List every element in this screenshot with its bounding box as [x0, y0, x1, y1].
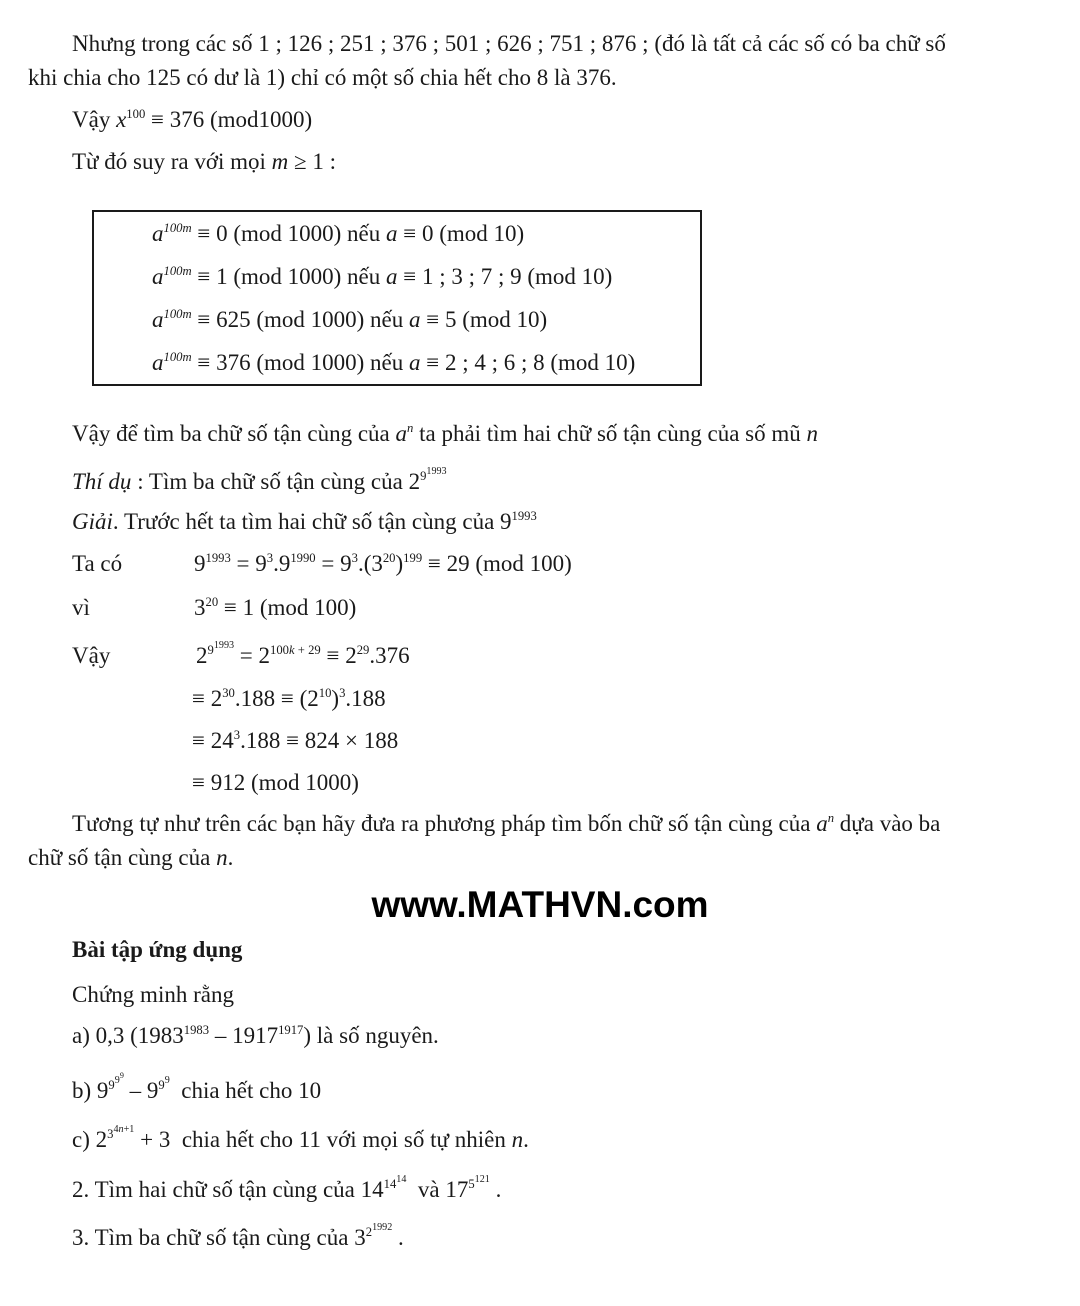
exercises-title: Bài tập ứng dụng	[72, 937, 243, 962]
box-formula-2: $a^{100m} \equiv 1$ (mod 1000) nếu a ≡ 1 ; 3 ; 7 ; 9 (mod 10)	[152, 264, 613, 289]
exercise-b: b) $9^{9^{9^9}} - 9^{9^9}$ chia hết cho 10	[72, 1071, 322, 1103]
intro-line-1: Nhưng trong các số 1 ; 126 ; 251 ; 376 ; 501 ; 626 ; 751 ; 876 ; (đó là tất cả các số có ba chữ số	[72, 31, 946, 56]
exercise-c: c) $2^{3^{4n+1}} + 3$ chia hết cho 11 với mọi số tự nhiên n.	[72, 1124, 529, 1152]
solution-line: Giải. Trước hết ta tìm hai chữ số tận cùng của $9^{1993}$	[72, 509, 537, 534]
example-line: Thí dụ : Tìm ba chữ số tận cùng của $2^{9^{1993}}$	[72, 466, 447, 494]
step-label-vi: vì	[72, 595, 90, 620]
step-formula-line-3: ≡ $24^3.188 \equiv 824 \times 188$	[192, 728, 399, 753]
exercise-3: 3. Tìm ba chữ số tận cùng của $3^{2^{1992}}$ .	[72, 1222, 404, 1250]
step-formula-line-2: ≡ $2^{30}.188 \equiv (2^{10})^3.188$	[192, 686, 386, 711]
intro-line-2: khi chia cho 125 có dư là 1) chỉ có một số chia hết cho 8 là 376.	[28, 65, 617, 90]
step-formula-line-4: ≡ 912 (mod 1000)	[192, 770, 359, 795]
step-formula-vi: $3^{20} \equiv 1$ (mod 100)	[194, 595, 357, 620]
exercises-prove: Chứng minh rằng	[72, 982, 234, 1007]
step-label-taco: Ta có	[72, 551, 123, 576]
tu-do-line: Từ đó suy ra với mọi m ≥ 1 :	[72, 149, 337, 174]
box-formula-4: $a^{100m} \equiv 376$ (mod 1000) nếu a ≡ 2 ; 4 ; 6 ; 8 (mod 10)	[152, 350, 636, 375]
conclusion-line: Vậy để tìm ba chữ số tận cùng của $a^n$ ta phải tìm hai chữ số tận cùng của số mũ n	[72, 421, 818, 446]
step-label-vay: Vậy	[72, 643, 111, 668]
exercise-2: 2. Tìm hai chữ số tận cùng của $14^{14^{14}}$ và $17^{5^{121}}$ .	[72, 1174, 502, 1202]
step-formula-taco: $9^{1993} = 9^3.9^{1990} = 9^3.(3^{20})^{199} \equiv 29$ (mod 100)	[194, 551, 572, 576]
watermark: www.MATHVN.com	[371, 884, 709, 925]
box-formula-1: $a^{100m} \equiv 0$ (mod 1000) nếu a ≡ 0 (mod 10)	[152, 221, 525, 246]
exercise-a: a) 0,3 $(1983^{1983} - 1917^{1917})$ là số nguyên.	[72, 1023, 439, 1048]
box-formula-3: $a^{100m} \equiv 625$ (mod 1000) nếu a ≡ 5 (mod 10)	[152, 307, 548, 332]
similar-line-2: chữ số tận cùng của n.	[28, 845, 234, 870]
step-formula-vay: $2^{9^{1993}} = 2^{100k + 29} \equiv 2^{29}.376$	[196, 640, 410, 668]
similar-line-1: Tương tự như trên các bạn hãy đưa ra phương pháp tìm bốn chữ số tận cùng của $a^n$ dựa vào ba	[72, 811, 941, 836]
vay-x-line: Vậy $x^{100} \equiv 376$ (mod1000)	[72, 107, 313, 132]
